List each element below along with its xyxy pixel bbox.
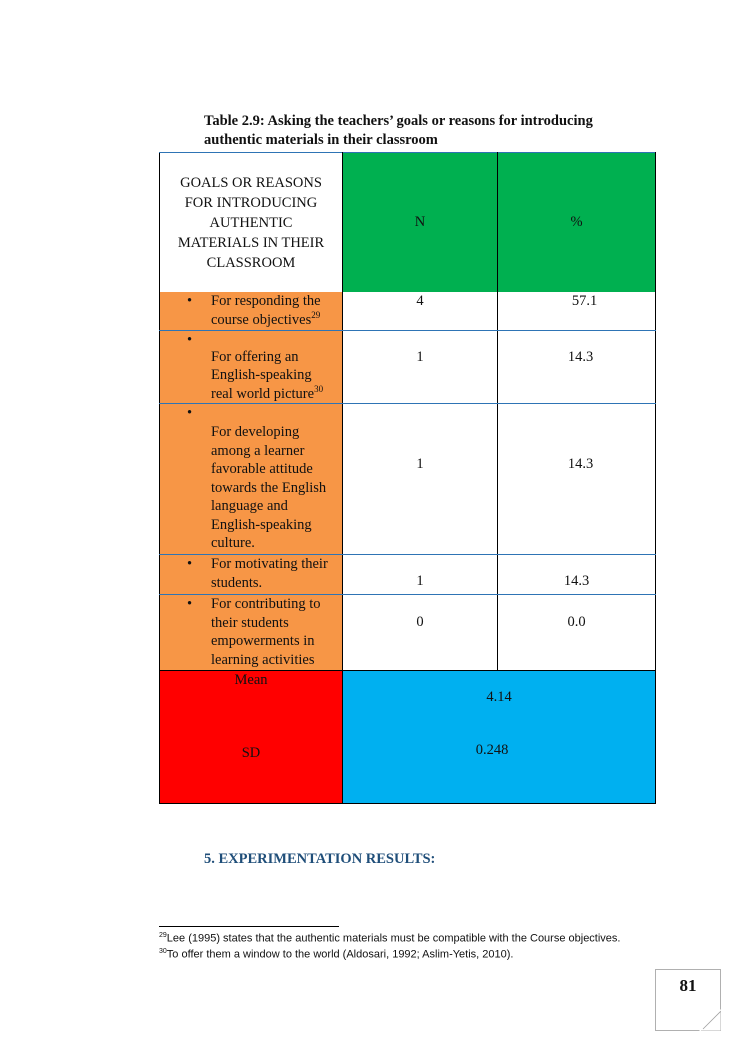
footnote-ref: 30 [314, 383, 324, 394]
n-cell: 4 [343, 292, 498, 330]
footnote-29: $^{29}$Lee (1995) states that the authentic materials must be compatible with the Course objectives. [159, 932, 621, 945]
goal-cell: • For contributing to their students empowerments in learning activities [160, 595, 343, 671]
percent-cell: 14.3 [498, 330, 656, 404]
page-number: 81 [679, 976, 697, 995]
sd-value: 0.248 [343, 724, 656, 804]
caption-line-1: Table 2.9: Asking the teachers’ goals or reasons for introducing [204, 113, 593, 129]
section-heading: 5. EXPERIMENTATION RESULTS: [204, 851, 436, 867]
footnote-separator [159, 926, 339, 927]
mean-label: Mean [160, 671, 343, 724]
percent-cell: 57.1 [498, 292, 656, 330]
n-cell: 0 [343, 595, 498, 671]
mean-row [160, 671, 656, 724]
header-goals: GOALS OR REASONS FOR INTRODUCING AUTHENTIC MATERIALS IN THEIR CLASSROOM [160, 153, 343, 293]
goal-cell: • For motivating their students. [160, 555, 343, 595]
footnote-30: $^{30}$To offer them a window to the world (Aldosari, 1992; Aslim-Yetis, 2010). [159, 948, 514, 961]
header-n: N [343, 153, 498, 293]
percent-cell: 14.3 [498, 404, 656, 555]
percent-cell: 14.3 [498, 555, 656, 595]
n-cell: 1 [343, 404, 498, 555]
goals-table [159, 152, 656, 804]
sd-row [160, 724, 656, 804]
page-curl-icon [699, 1009, 721, 1031]
goal-cell: • For developing among a learner favorable attitude towards the English language and English-speaking culture. [160, 404, 343, 555]
table-caption [204, 112, 644, 150]
header-percent: % [498, 153, 656, 293]
goal-cell: • For responding the course objectives$^{29}$ [160, 292, 343, 330]
sd-label: SD [160, 724, 343, 804]
n-cell: 1 [343, 555, 498, 595]
table-row [160, 330, 656, 404]
table-row [160, 292, 656, 330]
page-number-box [655, 969, 721, 1031]
table-header-row [160, 153, 656, 293]
mean-value: 4.14 [343, 671, 656, 724]
goal-cell: • For offering an English-speaking real world picture$^{30}$ [160, 330, 343, 404]
percent-cell: 0.0 [498, 595, 656, 671]
table-row [160, 555, 656, 595]
table-row [160, 404, 656, 555]
table-row [160, 595, 656, 671]
n-cell: 1 [343, 330, 498, 404]
footnote-ref: 29 [311, 309, 321, 320]
caption-line-2: authentic materials in their classroom [204, 132, 438, 148]
